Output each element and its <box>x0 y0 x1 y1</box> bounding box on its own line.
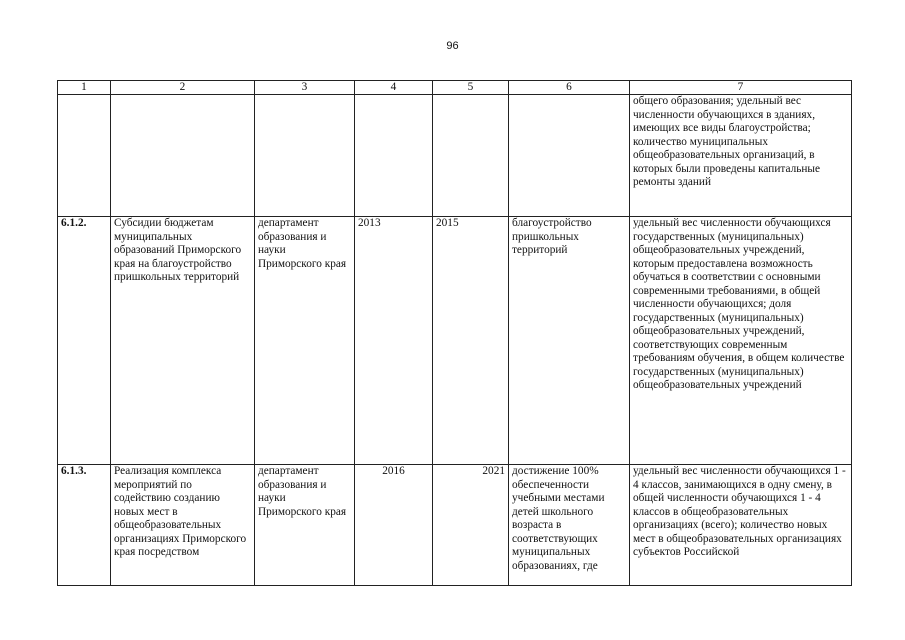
page-number: 96 <box>446 40 459 52</box>
responsible-executor: департамент образования и науки Приморского края <box>255 465 355 586</box>
expected-result <box>509 95 630 217</box>
responsible-executor: департамент образования и науки Приморского края <box>255 217 355 465</box>
row-number <box>58 95 111 217</box>
table-row <box>58 95 852 217</box>
row-number: 6.1.3. <box>58 465 111 586</box>
start-year: 2016 <box>355 465 433 586</box>
indicator-description: удельный вес численности обучающихся 1 - 4 классов, занимающихся в одну смену, в общей численности обучающихся 1 - 4 классов в общеобразовательных организациях (всего); количество новых мест в общеобразовательных организациях субъектов Российской <box>630 465 852 586</box>
expected-result: достижение 100% обеспеченности учебными местами детей школьного возраста в соответствующих муниципальных образованиях, где <box>509 465 630 586</box>
measure-name <box>111 95 255 217</box>
indicator-description: удельный вес численности обучающихся государственных (муниципальных) общеобразовательных учреждений, которым предоставлена возможность обучаться в соответствии с основными современными требованиями, в общей численности обучающихся; доля государственных (муниципальных) общеобразовательных учреждений, соответствующих современным требованиям обучения, в общем количестве государственных (муниципальных) общеобразовательных учреждений <box>630 217 852 465</box>
responsible-executor <box>255 95 355 217</box>
start-year: 2013 <box>355 217 433 465</box>
col-header-1: 1 <box>58 81 111 95</box>
col-header-2: 2 <box>111 81 255 95</box>
col-header-7: 7 <box>630 81 852 95</box>
col-header-4: 4 <box>355 81 433 95</box>
end-year <box>433 95 509 217</box>
start-year <box>355 95 433 217</box>
table-row <box>58 465 852 586</box>
end-year: 2021 <box>433 465 509 586</box>
header-row <box>58 81 852 95</box>
table-row <box>58 217 852 465</box>
indicator-description: общего образования; удельный вес численности обучающихся в зданиях, имеющих все виды благоустройства; количество муниципальных общеобразовательных организаций, в которых были проведены капитальные ремонты зданий <box>630 95 852 217</box>
measure-name: Субсидии бюджетам муниципальных образований Приморского края на благоустройство пришкольных территорий <box>111 217 255 465</box>
expected-result: благоустройство пришкольных территорий <box>509 217 630 465</box>
program-table <box>57 80 852 586</box>
col-header-6: 6 <box>509 81 630 95</box>
col-header-5: 5 <box>433 81 509 95</box>
row-number: 6.1.2. <box>58 217 111 465</box>
measure-name: Реализация комплекса мероприятий по содействию созданию новых мест в общеобразовательных организациях Приморского края посредством <box>111 465 255 586</box>
end-year: 2015 <box>433 217 509 465</box>
col-header-3: 3 <box>255 81 355 95</box>
